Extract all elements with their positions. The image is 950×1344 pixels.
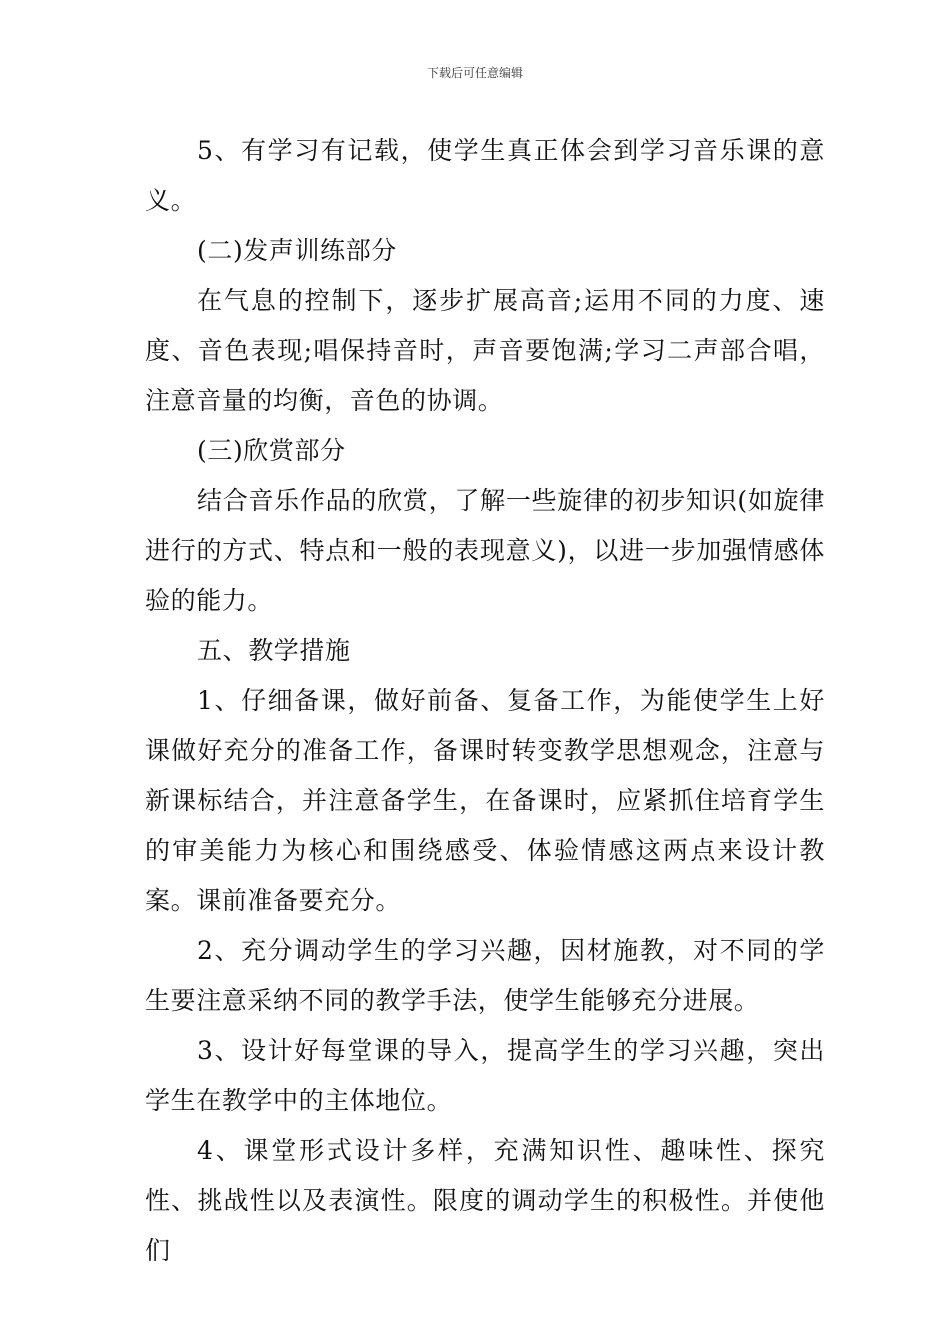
section-heading-teaching-measures: 五、教学措施 <box>197 636 351 665</box>
paragraph-measure-1: 1、仔细备课，做好前备、复备工作，为能使学生上好课做好充分的准备工作，备课时转变教学思想观念，注意与新课标结合，并注意备学生，在备课时，应紧抓住培育学生的审美能力为核心和围绕感受、体验情感这两点来设计教案。课前准备要充分。 <box>145 686 825 915</box>
document-body <box>145 126 825 1276</box>
paragraph-item-5-record: 5、有学习有记载，使学生真正体会到学习音乐课的意义。 <box>145 136 825 215</box>
paragraph-measure-3: 3、设计好每堂课的导入，提高学生的学习兴趣，突出学生在教学中的主体地位。 <box>145 1036 825 1115</box>
paragraph-vocal-training: 在气息的控制下，逐步扩展高音;运用不同的力度、速度、音色表现;唱保持音时，声音要饱满;学习二声部合唱，注意音量的均衡，音色的协调。 <box>145 286 825 415</box>
paragraph-measure-4: 4、课堂形式设计多样，充满知识性、趣味性、探究性、挑战性以及表演性。限度的调动学生的积极性。并使他们 <box>145 1136 825 1265</box>
paragraph-appreciation: 结合音乐作品的欣赏，了解一些旋律的初步知识(如旋律进行的方式、特点和一般的表现意义)，以进一步加强情感体验的能力。 <box>145 486 825 615</box>
section-heading-vocal-training: (二)发声训练部分 <box>197 236 397 265</box>
section-heading-appreciation: (三)欣赏部分 <box>197 436 346 465</box>
paragraph-measure-2: 2、充分调动学生的学习兴趣，因材施教，对不同的学生要注意采纳不同的教学手法，使学生能够充分进展。 <box>145 936 825 1015</box>
page-header-note: 下载后可任意编辑 <box>426 66 523 80</box>
